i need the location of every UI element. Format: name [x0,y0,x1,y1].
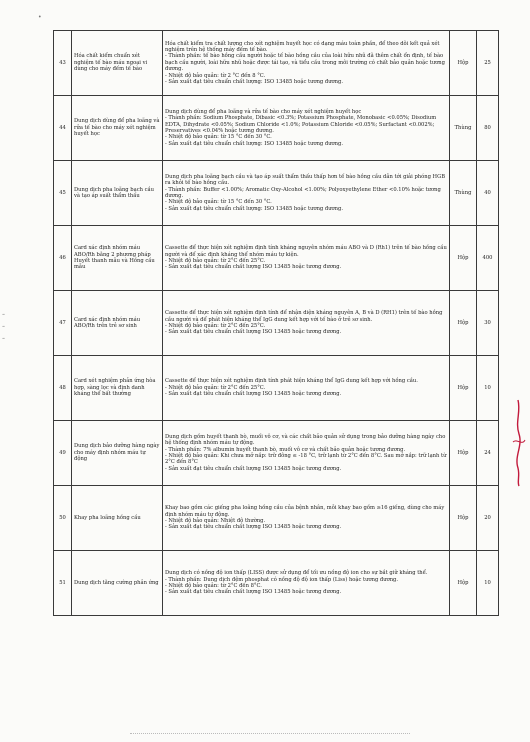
item-unit: Thùng [450,161,477,226]
item-quantity: 400 [477,226,499,291]
specification-line: - Sản xuất đạt tiêu chuẩn chất lượng: ISO 13485 hoặc tương đương. [165,79,343,86]
item-quantity: 10 [477,551,499,616]
item-unit: Hộp [450,486,477,551]
specification-line: - Sản xuất đạt tiêu chuẩn chất lượng ISO 13485 hoặc tương đương. [165,391,342,398]
table-row [54,291,499,356]
table-row [54,421,499,486]
item-unit: Thùng [450,96,477,161]
specification-line: - Thành phần: Sodium Phosphate, Dibasic <0.3%; Potassium Phosphate, Monobasic <0.05%; Disodium EDTA, Dihydrate <0.05%; Sodium Chloride <1.0%; Potassium Chloride <0.05%; Surfactant <0.002%; Preservatives <0.04% hoặc tương đương. [165,115,437,134]
row-number: 51 [54,551,72,616]
item-quantity: 10 [477,356,499,421]
item-name: Khay pha loãng hồng cầu [72,486,163,551]
table-row [54,161,499,226]
specification-line: - Nhiệt độ bảo quản: Nhiệt độ thường. [165,518,266,524]
specification-line: Cassette để thực hiện xét nghiệm định tính phát hiện kháng thể IgG dung kết hợp với hồng cầu. [165,378,418,385]
item-unit: Hộp [450,291,477,356]
row-number: 48 [54,356,72,421]
specification-line: - Nhiệt độ bảo quản: từ 15 °C đến 30 °C. [165,199,272,206]
margin-mark: - [2,310,6,320]
specification-line: - Nhiệt độ bảo quản: từ 15 °C đến 30 °C. [165,134,272,141]
item-specification [163,31,450,96]
row-number: 47 [54,291,72,356]
item-name: Dung dịch pha loãng bạch cầu và tạo áp suất thẩm thấu [72,161,163,226]
item-specification [163,291,450,356]
specification-line: - Sản xuất đạt tiêu chuẩn chất lượng ISO 13485 hoặc tương đương. [165,264,342,271]
specification-line: - Thành phần: Buffer <1.00%; Aromatic Oxy-Alcohol <1.00%; Polyoxyethylene Ether <0.10% hoặc tương đương. [165,186,441,199]
table-row [54,96,499,161]
table-row [54,551,499,616]
item-quantity: 24 [477,421,499,486]
specification-line: - Thành phần: 7% albumin huyết thanh bò, muối vô cơ và chất bảo quản hoặc tương đương. [165,446,406,453]
item-unit: Hộp [450,421,477,486]
specification-line: Hóa chất kiểm tra chất lượng cho xét nghiệm huyết học có dạng máu toàn phần, để theo dõi kết quả xét nghiệm trên hệ thống máy đếm tế bào. [165,40,440,53]
item-specification [163,96,450,161]
specification-line: - Sản xuất đạt tiêu chuẩn chất lượng: ISO 13485 hoặc tương đương. [165,140,343,147]
table-row [54,226,499,291]
item-unit: Hộp [450,226,477,291]
handwritten-signature-mark [509,398,527,488]
table-row [54,356,499,421]
specification-line: - Thành phần: Dung dịch đệm phosphat có nồng độ độ ion thấp (Liss) hoặc tương đương. [165,576,399,583]
item-specification [163,421,450,486]
specification-line: - Sản xuất đạt tiêu chuẩn chất lượng: ISO 13485 hoặc tương đương. [165,205,343,212]
item-name: Card xác định nhóm máu ABO/Rh bằng 2 phương pháp Huyết thanh mẫu và Hồng cầu mẫu [72,226,163,291]
item-specification [163,226,450,291]
item-name: Dung dịch bảo dưỡng hàng ngày cho máy định nhóm máu tự động [72,421,163,486]
specification-line: - Nhiệt độ bảo quản: từ 2°C đến 25°C. [165,323,266,329]
item-name: Hóa chất kiểm chuẩn xét nghiệm tế bào máu ngoại vi dùng cho máy đếm tế bào [72,31,163,96]
item-quantity: 80 [477,96,499,161]
specification-line: Dung dịch pha loãng bạch cầu và tạo áp suất thẩm thấu thấp hơn tế bào hồng cầu dẫn tới giải phóng HGB ra khỏi tế bào hồng cầu. [165,173,446,187]
specification-line: - Nhiệt độ bảo quản: từ 2 °C đến 8 °C. [165,72,266,79]
margin-mark: - [2,334,6,344]
item-specification [163,161,450,226]
specification-line: Khay bao gồm các giếng pha loãng hồng cầu của bệnh nhân, mỗi khay bao gồm ≥16 giếng, dùng cho máy định nhóm máu tự động. [165,505,445,518]
margin-mark: - [2,322,6,332]
item-unit: Hộp [450,551,477,616]
specification-line: - Nhiệt độ bảo quản: từ 2°C đến 25°C. [165,384,266,391]
row-number: 46 [54,226,72,291]
specification-line: - Nhiệt độ bảo quản: từ 2°C đến 8°C. [165,583,262,589]
specification-line: - Nhiệt độ bảo quản: từ 2°C đến 25°C. [165,258,266,264]
specification-line: Cassette để thực hiện xét nghiệm định tính kháng nguyên nhóm máu ABO và D (Rh1) trên tế bào hồng cầu người và để xác định kháng thể nhóm máu tự kiện. [165,245,447,258]
page-top-mark: • [38,14,42,21]
item-name: Card xác định nhóm máu ABO/Rh trên trẻ sơ sinh [72,291,163,356]
item-name: Dung dịch tăng cường phản ứng [72,551,163,616]
row-number: 49 [54,421,72,486]
item-specification [163,486,450,551]
item-specification [163,356,450,421]
specification-line: - Sản xuất đạt tiêu chuẩn chất lượng ISO 13485 hoặc tương đương. [165,465,342,472]
specification-line: - Sản xuất đạt tiêu chuẩn chất lượng ISO 13485 hoặc tương đương. [165,329,342,336]
item-name: Dung dịch dùng để pha loãng và rửa tế bào cho máy xét nghiệm huyết học [72,96,163,161]
item-quantity: 20 [477,486,499,551]
item-quantity: 40 [477,161,499,226]
specification-table [53,30,499,616]
row-number: 50 [54,486,72,551]
specification-line: Dung dịch có nồng độ ion thấp (LISS) được sử dụng để tối ưu nồng độ ion cho sự bắt giữ kháng thể. [165,570,428,577]
item-specification [163,551,450,616]
item-unit: Hộp [450,356,477,421]
specification-line: - Nhiệt độ bảo quản: Khi chưa mở nắp: trữ đông ≤ -18 °C, trữ lạnh từ 2°C đến 8°C. Sau mở nắp: trữ lạnh từ 2°C đến 8°C [165,453,447,466]
row-number: 43 [54,31,72,96]
row-number: 45 [54,161,72,226]
specification-line: - Thành phần: tế bào hồng cầu người hoặc tế bào hồng cầu của loài hữu nhũ đã thêm chất ổn định, tế bào bạch cầu người, loài hữu nhũ hoặc được tái tạo, và tiểu cầu trong môi trường có chất bảo quản hoặc tương đương. [165,53,445,73]
table-row [54,31,499,96]
item-quantity: 30 [477,291,499,356]
row-number: 44 [54,96,72,161]
specification-line: - Sản xuất đạt tiêu chuẩn chất lượng ISO 13485 hoặc tương đương. [165,589,342,596]
item-name: Card xét nghiệm phản ứng hòa hợp, sàng lọc và định danh kháng thể bất thường [72,356,163,421]
specification-line: Dung dịch gồm huyết thanh bò, muối vô cơ, và các chất bảo quản sử dụng trong bảo dưỡng hàng ngày cho hệ thống định nhóm máu tự động. [165,433,446,447]
bottom-rule [130,733,410,734]
specification-line: Dung dịch dùng để pha loãng và rửa tế bào cho máy xét nghiệm huyết học [165,108,362,115]
table-body [54,31,499,616]
item-unit: Hộp [450,31,477,96]
item-quantity: 25 [477,31,499,96]
specification-line: - Sản xuất đạt tiêu chuẩn chất lượng ISO 13485 hoặc tương đương. [165,524,342,531]
specification-line: Cassette để thực hiện xét nghiệm định tính để nhận diện kháng nguyên A, B và D (RH1) trên tế bào hồng cầu người và để phát hiện kháng thể IgG dung kết hợp với tế bào ở trẻ sơ sinh. [165,310,443,323]
table-row [54,486,499,551]
